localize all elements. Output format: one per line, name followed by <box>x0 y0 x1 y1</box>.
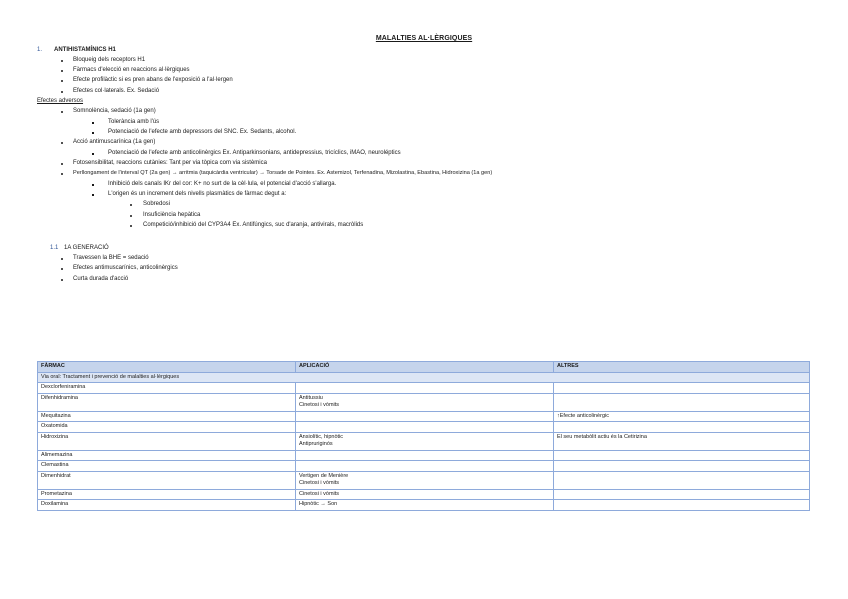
bullet-icon <box>130 204 132 206</box>
drug-name-cell: Prometazina <box>38 489 296 500</box>
notes-cell <box>554 471 810 489</box>
notes-cell: ↑Efecte anticolinèrgic <box>554 411 810 422</box>
list-item: Insuficiència hepàtica <box>143 212 201 218</box>
notes-cell: El seu metabòlit actiu és la Cetirizina <box>554 432 810 450</box>
square-bullet-icon <box>92 184 94 186</box>
table-section-row <box>38 372 810 383</box>
drug-name-cell: Oxatomida <box>38 422 296 433</box>
list-item: Perllongament de l'interval QT (2a gen) → arritmia (taquicàrdia ventricular) → Torsade de Pointes. Ex. Astemizol, Terfenadina, Mizolastina, Ebastina, Hidroxizina (1a gen) <box>73 170 493 176</box>
drug-name-cell: Dimenhidrat <box>38 471 296 489</box>
column-header: ALTRES <box>554 362 810 373</box>
section-heading: ANTIHISTAMÍNICS H1 <box>54 47 116 53</box>
bullet-icon <box>61 80 63 82</box>
list-item: Bloqueig dels receptors H1 <box>73 57 146 63</box>
table-row <box>38 489 810 500</box>
drug-name-cell: Difenhidramina <box>38 393 296 411</box>
application-cell <box>296 393 554 411</box>
list-item: Fotosensibilitat, reaccions cutànies: Tant per via tòpica com via sistèmica <box>73 160 267 166</box>
square-bullet-icon <box>92 122 94 124</box>
square-bullet-icon <box>92 194 94 196</box>
list-item: Potenciació de l'efecte amb depressors del SNC. Ex. Sedants, alcohol. <box>108 129 297 135</box>
section-heading: 1A GENERACIÓ <box>64 245 109 251</box>
application-cell <box>296 432 554 450</box>
bullet-icon <box>61 258 63 260</box>
table-row <box>38 383 810 394</box>
application-cell <box>296 471 554 489</box>
bullet-icon <box>61 60 63 62</box>
page-title: MALALTIES AL·LÈRGIQUES <box>375 35 473 42</box>
list-item: Tolerància amb l'ús <box>108 119 160 125</box>
drug-name-cell: Clemastina <box>38 461 296 472</box>
table-row <box>38 393 810 411</box>
drug-name-cell: Doxilamina <box>38 500 296 511</box>
list-item: Efectes col·laterals. Ex. Sedació <box>73 88 160 94</box>
adverse-heading: Efectes adversos <box>37 98 84 104</box>
list-item: Efectes antimuscarínics, anticolinèrgics <box>73 265 178 271</box>
bullet-icon <box>61 111 63 113</box>
section-number: 1. <box>37 47 43 53</box>
bullet-icon <box>61 142 63 144</box>
section-number: 1.1 <box>50 245 59 251</box>
list-item: Inhibició dels canals IKr del cor: K+ no surt de la cèl·lula, el potencial d'acció s'allarga. <box>108 181 337 187</box>
list-item: Efecte profilàctic si es pren abans de l'exposició a l'al·lergen <box>73 77 233 83</box>
list-item: Sobredosi <box>143 201 171 207</box>
column-header: FÀRMAC <box>38 362 296 373</box>
drug-table <box>37 361 810 511</box>
application-cell <box>296 500 554 511</box>
bullet-icon <box>61 91 63 93</box>
list-item: Potenciació de l'efecte amb anticolinèrgics Ex. Antiparkinsonians, antidepressius, tricíclics, iMAO, neuroléptics <box>108 150 401 156</box>
table-row <box>38 450 810 461</box>
application-line: Cinetosi i vòmits <box>299 480 340 486</box>
bullet-icon <box>61 173 63 175</box>
application-line: Hipnòtic → Son <box>299 501 338 507</box>
list-item: Somnolència, sedació (1a gen) <box>73 108 156 114</box>
application-cell <box>296 411 554 422</box>
notes-cell <box>554 500 810 511</box>
table-row <box>38 432 810 450</box>
application-line: Antipruriginós <box>299 441 333 447</box>
list-item: Curta durada d'acció <box>73 276 129 282</box>
notes-cell <box>554 422 810 433</box>
table-row <box>38 461 810 472</box>
bullet-icon <box>130 215 132 217</box>
list-item: Acció antimuscarínica (1a gen) <box>73 139 156 145</box>
application-cell <box>296 422 554 433</box>
drug-name-cell: Dexclorfeniramina <box>38 383 296 394</box>
application-cell <box>296 489 554 500</box>
square-bullet-icon <box>92 153 94 155</box>
application-line: Cinetosi i vòmits <box>299 490 340 497</box>
application-cell <box>296 450 554 461</box>
bullet-icon <box>61 279 63 281</box>
list-item: Fàrmacs d'elecció en reaccions al·lèrgiques <box>73 67 190 73</box>
notes-cell <box>554 393 810 411</box>
square-bullet-icon <box>92 132 94 134</box>
bullet-icon <box>61 268 63 270</box>
notes-cell <box>554 489 810 500</box>
bullet-icon <box>61 70 63 72</box>
table-row <box>38 411 810 422</box>
application-cell <box>296 383 554 394</box>
list-item: L'origen és un increment dels nivells plasmàtics de fàrmac degut a: <box>108 191 287 197</box>
notes-cell <box>554 461 810 472</box>
table-row <box>38 471 810 489</box>
application-line: Antitussiu <box>299 394 323 401</box>
list-item: Competició/inhibició del CYP3A4 Ex. Antifúngics, suc d'aranja, antivirals, macròlids <box>143 222 364 228</box>
column-header: APLICACIÓ <box>296 362 554 373</box>
application-line: Cinetosi i vòmits <box>299 402 340 408</box>
drug-name-cell: Hidroxizina <box>38 432 296 450</box>
application-line: Ansiolític, hipnòtic <box>299 433 344 440</box>
list-item: Travessen la BHE = sedació <box>73 255 149 261</box>
bullet-icon <box>130 225 132 227</box>
notes-cell <box>554 383 810 394</box>
section-row-label: Via oral: Tractament i prevenció de malalties al·lèrgiques <box>38 372 810 383</box>
application-cell <box>296 461 554 472</box>
drug-name-cell: Alimemazina <box>38 450 296 461</box>
notes-cell <box>554 450 810 461</box>
application-line: Vertigen de Menière <box>299 472 349 479</box>
table-row <box>38 422 810 433</box>
table-header-row <box>38 362 810 373</box>
drug-name-cell: Mequitazina <box>38 411 296 422</box>
bullet-icon <box>61 163 63 165</box>
table-row <box>38 500 810 511</box>
